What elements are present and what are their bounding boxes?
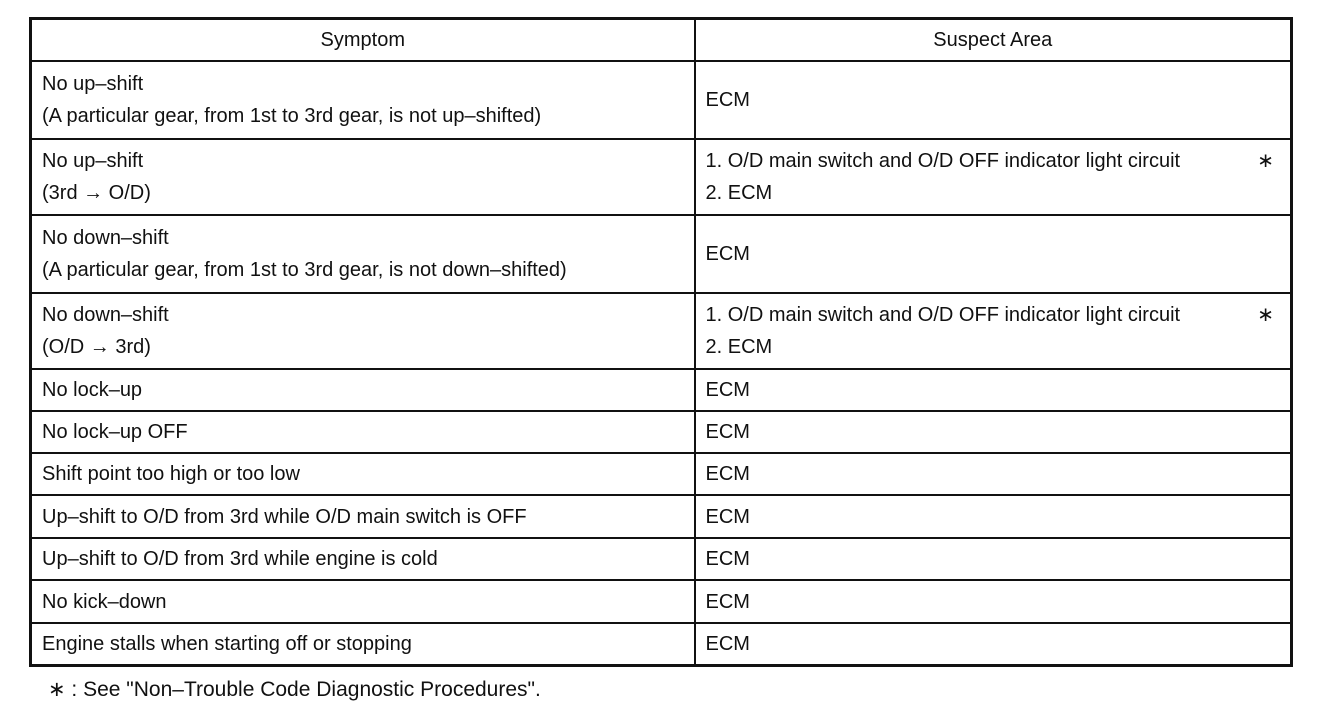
asterisk-icon bbox=[1274, 177, 1280, 209]
suspect-text: ECM bbox=[705, 379, 750, 401]
suspect-area-cell bbox=[695, 215, 1292, 293]
table-row bbox=[31, 215, 1292, 293]
column-header-symptom: Symptom bbox=[31, 19, 695, 62]
suspect-area-cell bbox=[695, 580, 1292, 623]
suspect-text: ECM bbox=[705, 463, 750, 485]
suspect-area-cell bbox=[695, 495, 1292, 538]
suspect-text: ECM bbox=[705, 243, 750, 265]
table-row bbox=[31, 580, 1292, 623]
symptom-text: No up–shift bbox=[42, 73, 144, 95]
symptom-text: No up–shift bbox=[42, 150, 144, 172]
suspect-area-cell bbox=[695, 369, 1292, 411]
table-header-row bbox=[31, 19, 1292, 62]
suspect-text: ECM bbox=[705, 421, 750, 443]
symptom-cell bbox=[31, 369, 695, 411]
table-row bbox=[31, 538, 1292, 580]
table-row bbox=[31, 411, 1292, 453]
diagnosis-table bbox=[29, 17, 1293, 667]
asterisk-icon bbox=[1274, 331, 1280, 363]
suspect-text: 2. ECM bbox=[705, 182, 773, 204]
asterisk-icon: ∗ bbox=[1257, 304, 1274, 326]
symptom-cell bbox=[31, 495, 695, 538]
suspect-text: 2. ECM bbox=[705, 336, 773, 358]
symptom-text: (A particular gear, from 1st to 3rd gear, is not up–shifted) bbox=[42, 105, 542, 127]
table-row bbox=[31, 623, 1292, 665]
symptom-text: No lock–up OFF bbox=[42, 421, 188, 443]
suspect-area-cell bbox=[695, 538, 1292, 580]
symptom-text: No kick–down bbox=[42, 590, 167, 613]
symptom-cell bbox=[31, 61, 695, 139]
symptom-text: No lock–up bbox=[42, 379, 143, 401]
symptom-cell bbox=[31, 293, 695, 369]
symptom-text: No down–shift bbox=[42, 304, 169, 326]
suspect-text: ECM bbox=[705, 590, 750, 613]
suspect-list-item bbox=[706, 331, 1281, 363]
symptom-cell bbox=[31, 453, 695, 495]
symptom-cell bbox=[31, 411, 695, 453]
symptom-cell bbox=[31, 623, 695, 665]
table-row bbox=[31, 139, 1292, 215]
suspect-text: 1. O/D main switch and O/D OFF indicator light circuit bbox=[705, 150, 1181, 172]
symptom-text: No down–shift bbox=[42, 227, 169, 249]
suspect-area-cell bbox=[695, 411, 1292, 453]
suspect-area-cell bbox=[695, 623, 1292, 665]
suspect-text: ECM bbox=[705, 505, 750, 528]
symptom-cell bbox=[31, 139, 695, 215]
suspect-area-cell bbox=[695, 61, 1292, 139]
suspect-text: ECM bbox=[705, 548, 750, 570]
symptom-text: Up–shift to O/D from 3rd while O/D main switch is OFF bbox=[42, 505, 527, 528]
suspect-area-cell bbox=[695, 139, 1292, 215]
table-row bbox=[31, 453, 1292, 495]
table-row bbox=[31, 293, 1292, 369]
symptom-cell bbox=[31, 538, 695, 580]
footnote: ∗ : See "Non–Trouble Code Diagnostic Procedures". bbox=[48, 678, 541, 701]
suspect-list-item bbox=[706, 299, 1281, 331]
symptom-cell bbox=[31, 215, 695, 293]
suspect-list-item bbox=[706, 145, 1281, 177]
symptom-text: Engine stalls when starting off or stopping bbox=[42, 632, 412, 655]
symptom-cell bbox=[31, 580, 695, 623]
suspect-text: 1. O/D main switch and O/D OFF indicator light circuit bbox=[705, 304, 1181, 326]
symptom-text: (A particular gear, from 1st to 3rd gear, is not down–shifted) bbox=[42, 259, 567, 281]
column-header-suspect-area: Suspect Area bbox=[695, 19, 1292, 62]
symptom-text: (O/D → 3rd) bbox=[42, 336, 151, 358]
table-row bbox=[31, 61, 1292, 139]
symptom-text: Up–shift to O/D from 3rd while engine is cold bbox=[42, 548, 438, 570]
suspect-text: ECM bbox=[705, 89, 750, 111]
table-row bbox=[31, 369, 1292, 411]
symptom-text: (3rd → O/D) bbox=[42, 182, 151, 204]
suspect-list-item bbox=[706, 177, 1281, 209]
asterisk-icon: ∗ bbox=[1257, 150, 1274, 172]
suspect-area-cell bbox=[695, 293, 1292, 369]
symptom-text: Shift point too high or too low bbox=[42, 463, 300, 485]
table-row bbox=[31, 495, 1292, 538]
suspect-text: ECM bbox=[705, 632, 750, 655]
suspect-area-cell bbox=[695, 453, 1292, 495]
